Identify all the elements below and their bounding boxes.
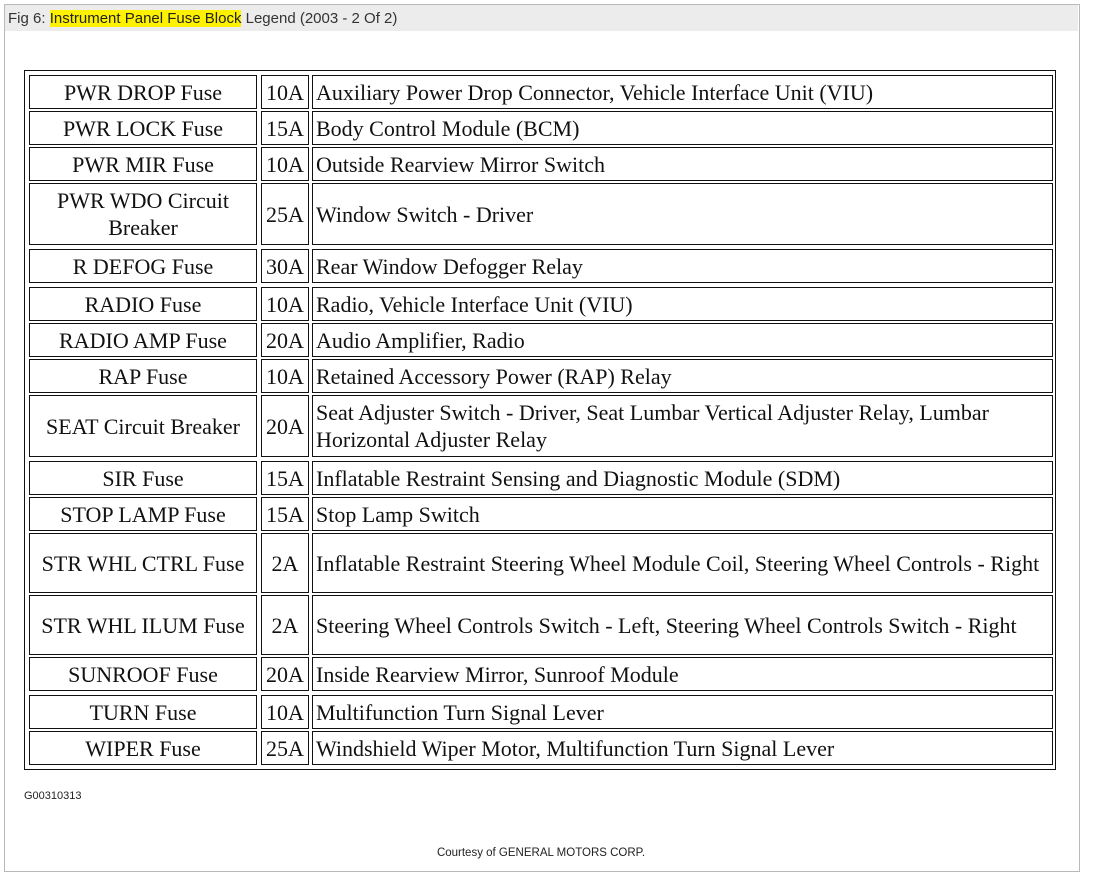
fuse-description-cell: Inside Rearview Mirror, Sunroof Module [312, 657, 1053, 691]
fuse-description-cell: Body Control Module (BCM) [312, 111, 1053, 145]
fuse-description-cell: Auxiliary Power Drop Connector, Vehicle Interface Unit (VIU) [312, 75, 1053, 109]
fuse-amperage-cell: 2A [261, 533, 309, 593]
fuse-name-cell: RADIO Fuse [29, 287, 257, 321]
fuse-description-cell: Inflatable Restraint Steering Wheel Module Coil, Steering Wheel Controls - Right [312, 533, 1053, 593]
fuse-amperage-cell: 10A [261, 147, 309, 181]
fuse-amperage-cell: 15A [261, 497, 309, 531]
fuse-name-cell: PWR MIR Fuse [29, 147, 257, 181]
fuse-name-cell: PWR WDO Circuit Breaker [29, 183, 257, 245]
fuse-amperage-cell: 10A [261, 695, 309, 729]
fuse-description-cell: Seat Adjuster Switch - Driver, Seat Lumbar Vertical Adjuster Relay, Lumbar Horizontal Adjuster Relay [312, 395, 1053, 457]
fuse-amperage-cell: 25A [261, 183, 309, 245]
fuse-amperage-cell: 15A [261, 461, 309, 495]
fuse-amperage-cell: 10A [261, 75, 309, 109]
fuse-name-cell: RAP Fuse [29, 359, 257, 393]
fuse-description-cell: Stop Lamp Switch [312, 497, 1053, 531]
fuse-amperage-cell: 20A [261, 323, 309, 357]
fuse-amperage-cell: 10A [261, 359, 309, 393]
figure-code: G00310313 [24, 790, 82, 802]
fuse-description-cell: Radio, Vehicle Interface Unit (VIU) [312, 287, 1053, 321]
caption-prefix: Fig 6: [8, 10, 50, 27]
caption-highlight: Instrument Panel Fuse Block [49, 10, 242, 27]
fuse-amperage-cell: 25A [261, 731, 309, 765]
fuse-amperage-cell: 15A [261, 111, 309, 145]
fuse-description-cell: Rear Window Defogger Relay [312, 249, 1053, 283]
fuse-description-cell: Outside Rearview Mirror Switch [312, 147, 1053, 181]
fuse-description-cell: Window Switch - Driver [312, 183, 1053, 245]
fuse-name-cell: STOP LAMP Fuse [29, 497, 257, 531]
fuse-amperage-cell: 20A [261, 395, 309, 457]
fuse-name-cell: R DEFOG Fuse [29, 249, 257, 283]
fuse-amperage-cell: 30A [261, 249, 309, 283]
fuse-description-cell: Steering Wheel Controls Switch - Left, Steering Wheel Controls Switch - Right [312, 595, 1053, 655]
fuse-description-cell: Audio Amplifier, Radio [312, 323, 1053, 357]
fuse-legend-table [24, 70, 1056, 770]
fuse-amperage-cell: 10A [261, 287, 309, 321]
fuse-description-cell: Inflatable Restraint Sensing and Diagnostic Module (SDM) [312, 461, 1053, 495]
fuse-name-cell: SUNROOF Fuse [29, 657, 257, 691]
fuse-name-cell: SEAT Circuit Breaker [29, 395, 257, 457]
fuse-description-cell: Windshield Wiper Motor, Multifunction Turn Signal Lever [312, 731, 1053, 765]
fuse-name-cell: SIR Fuse [29, 461, 257, 495]
fuse-description-cell: Multifunction Turn Signal Lever [312, 695, 1053, 729]
fuse-description-cell: Retained Accessory Power (RAP) Relay [312, 359, 1053, 393]
figure-caption [8, 10, 397, 27]
fuse-name-cell: STR WHL ILUM Fuse [29, 595, 257, 655]
courtesy-note: Courtesy of GENERAL MOTORS CORP. [436, 847, 646, 859]
fuse-name-cell: STR WHL CTRL Fuse [29, 533, 257, 593]
fuse-amperage-cell: 2A [261, 595, 309, 655]
fuse-name-cell: TURN Fuse [29, 695, 257, 729]
fuse-amperage-cell: 20A [261, 657, 309, 691]
fuse-name-cell: PWR DROP Fuse [29, 75, 257, 109]
fuse-name-cell: WIPER Fuse [29, 731, 257, 765]
caption-suffix: Legend (2003 - 2 Of 2) [241, 10, 398, 27]
fuse-name-cell: RADIO AMP Fuse [29, 323, 257, 357]
fuse-name-cell: PWR LOCK Fuse [29, 111, 257, 145]
